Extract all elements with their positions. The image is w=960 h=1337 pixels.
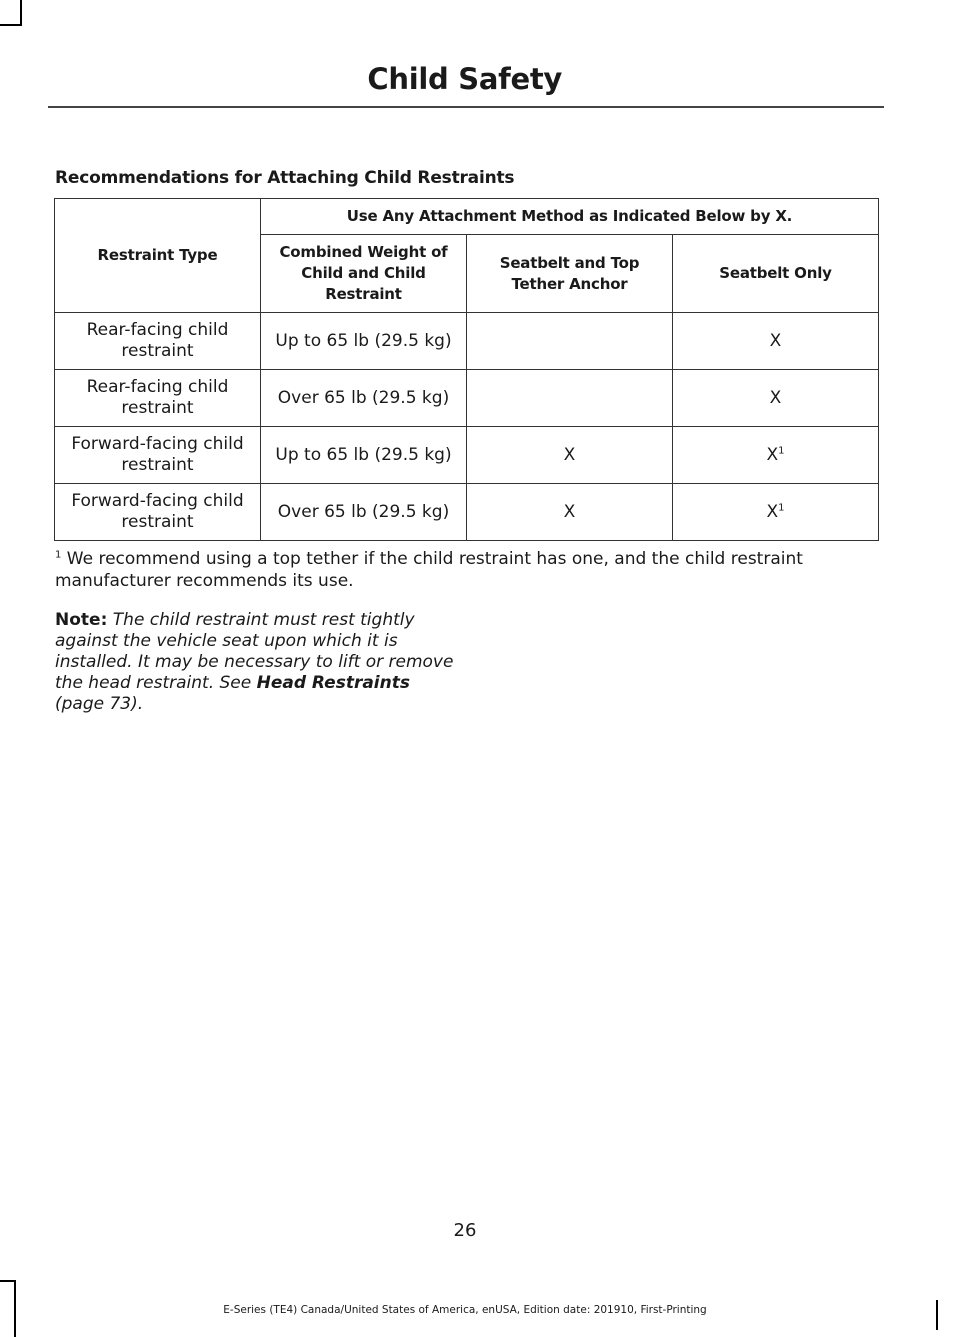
seatbelt-mark: X [769, 387, 782, 408]
table-footnote [55, 548, 885, 592]
note-paragraph [55, 610, 455, 715]
head-restraints-link[interactable]: Head Restraints [256, 673, 410, 693]
table-row [55, 484, 879, 541]
table-row [55, 370, 879, 427]
weight-cell: Up to 65 lb (29.5 kg) [261, 313, 467, 370]
footnote-ref: 1 [778, 444, 785, 456]
footnote-text: We recommend using a top tether if the child restraint has one, and the child restraint manufacturer recommends its use. [55, 549, 803, 591]
weight-cell: Up to 65 lb (29.5 kg) [261, 427, 467, 484]
page-reference: (page 73). [55, 694, 144, 714]
restraint-type-header: Restraint Type [55, 199, 261, 313]
page-title: Child Safety [367, 62, 562, 96]
crop-mark [0, 24, 22, 26]
seatbelt-cell [673, 313, 879, 370]
tether-cell [467, 370, 673, 427]
page-number: 26 [453, 1220, 477, 1241]
seatbelt-cell [673, 427, 879, 484]
edition-footer: E-Series (TE4) Canada/United States of America, enUSA, Edition date: 201910, First-Printing [223, 1304, 707, 1316]
seatbelt-cell [673, 370, 879, 427]
crop-mark [0, 1280, 16, 1282]
weight-column-header: Combined Weight of Child and Child Restraint [261, 235, 467, 313]
crop-mark [20, 0, 22, 26]
crop-mark [936, 1300, 938, 1330]
restraint-type-cell: Forward-facing child restraint [55, 427, 261, 484]
restraint-type-cell: Rear-facing child restraint [55, 313, 261, 370]
footnote-ref: 1 [778, 501, 785, 513]
seatbelt-mark: X [766, 501, 779, 522]
tether-cell: X [467, 484, 673, 541]
restraint-type-cell: Forward-facing child restraint [55, 484, 261, 541]
seatbelt-cell [673, 484, 879, 541]
weight-cell: Over 65 lb (29.5 kg) [261, 370, 467, 427]
tether-column-header: Seatbelt and Top Tether Anchor [467, 235, 673, 313]
attachment-method-header: Use Any Attachment Method as Indicated Below by X. [261, 199, 879, 235]
seatbelt-mark: X [769, 330, 782, 351]
weight-cell: Over 65 lb (29.5 kg) [261, 484, 467, 541]
header-divider [48, 106, 884, 108]
tether-cell [467, 313, 673, 370]
table-row [55, 313, 879, 370]
table-row [55, 427, 879, 484]
note-text: The child restraint must rest tightly against the vehicle seat upon which it is installed. It may be necessary to lift or remove the head restraint. See [55, 610, 454, 693]
restraint-type-cell: Rear-facing child restraint [55, 370, 261, 427]
footnote-marker: 1 [55, 549, 62, 561]
restraint-table [54, 198, 879, 541]
tether-cell: X [467, 427, 673, 484]
note-label: Note: [55, 610, 108, 630]
section-heading: Recommendations for Attaching Child Restraints [55, 168, 515, 188]
seatbelt-mark: X [766, 444, 779, 465]
seatbelt-column-header: Seatbelt Only [673, 235, 879, 313]
